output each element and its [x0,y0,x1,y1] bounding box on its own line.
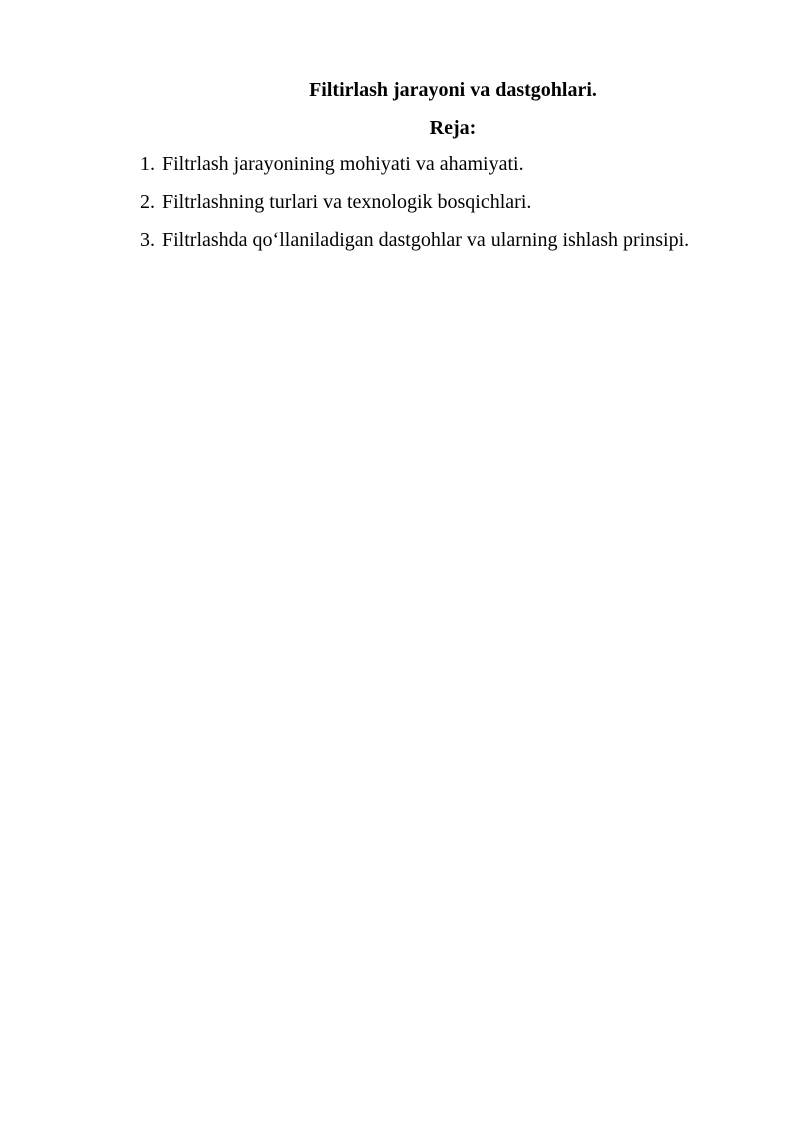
plan-heading: Reja: [429,117,477,139]
plan-item-number: 2. [140,191,155,213]
plan-item [140,226,689,254]
plan-item-text: Filtrlashda qo‘llaniladigan dastgohlar va ularning ishlash prinsipi. [162,229,690,251]
plan-item-number: 1. [140,153,155,175]
plan-list [140,150,689,264]
document-title: Filtirlash jarayoni va dastgohlari. [309,79,597,101]
plan-item-text: Filtrlashning turlari va texnologik bosqichlari. [162,191,532,213]
plan-item-number: 3. [140,229,155,251]
plan-item [140,150,689,178]
plan-item-text: Filtrlash jarayonining mohiyati va ahamiyati. [162,153,524,175]
plan-item [140,188,689,216]
